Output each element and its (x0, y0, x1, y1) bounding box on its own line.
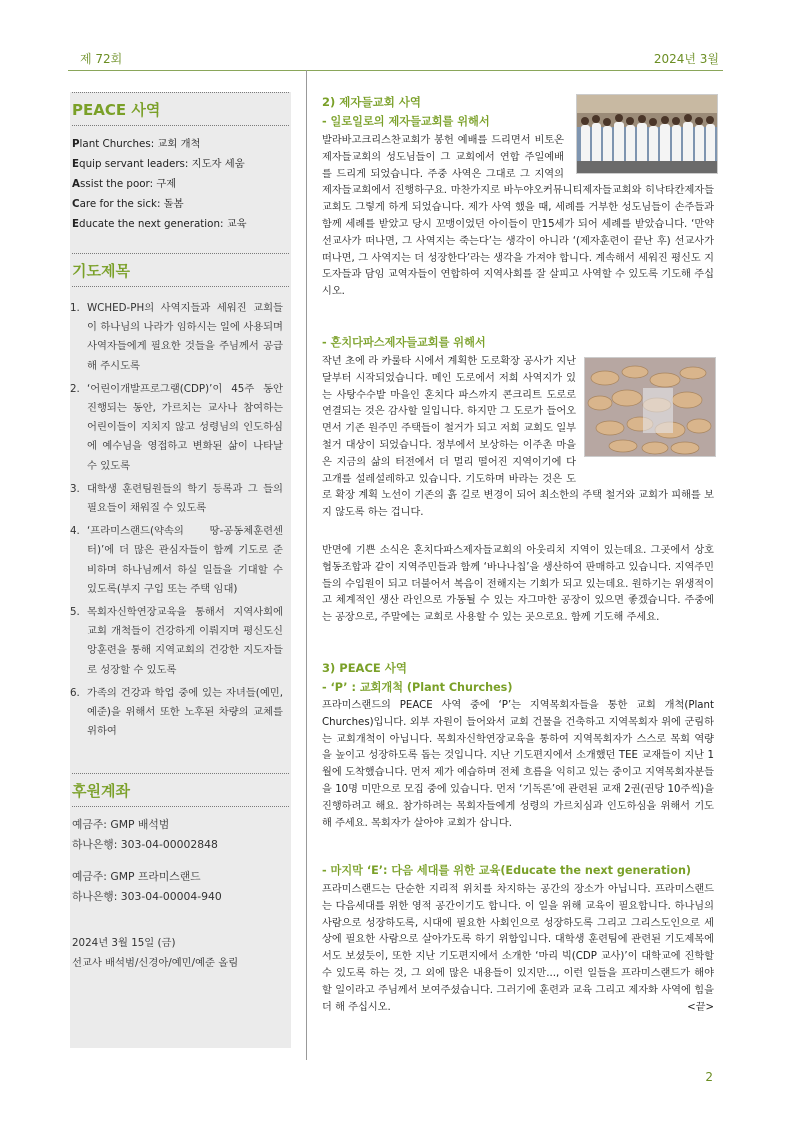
peace-item: Assist the poor: 구제 (72, 178, 177, 190)
section-2-sub-2: - 혼치다파스제자들교회를 위해서 (322, 336, 486, 349)
dotted-divider (72, 253, 289, 254)
section-2-paragraph-3: 반면에 기쁜 소식은 혼치다파스제자들교회의 아웃리치 지역이 있는데요. 그곳에서 상호협동조합과 같이 지역주민들과 함께 ‘바나나칩’을 생산하여 판매하고 있습니다. 지역주민들의 수입원이 되고 더불어서 복음이 전해지는 기회가 되고 있는데요. 원하기는 위생적이고 체계적인 생산 라인으로 가동될 수 있는 자그마한 공장이 있으면 좋겠습니다. 주중에는 공장으로, 주말에는 교회로 사용할 수 있는 곳으로요. 함께 기도해 주세요. (322, 545, 714, 624)
sign-date: 2024년 3월 15일 (금) (72, 937, 176, 949)
section-2-paragraph-2: 작년 초에 라 카룰타 시에서 계획한 도로확장 공사가 지난 달부터 시작되었습니다. 메인 도로에서 저희 사역지가 있는 사탕수수밭 마을인 혼치다 파스까지 콘크리트 도로로 연결되는 것은 감사할 일입니다. 하지만 그 도로가 들어오면서 기존 원주민 주택들이 철거가 되고 저희 교회도 일부 철거 대상이 되었습니다. 정부에서 보상하는 이주촌 마을은 지금의 삶의 터전에서 더 멀리 떨어진 지역이기에 다 고개를 설레설레하고 있습니다. 기도하며 바라는 것은 도로 확장 계획 노선이 기존의 흙 길로 변경이 되어 최소한의 주택 철거와 교회가 피해를 보지 않도록 하는 겁니다. (322, 356, 714, 519)
header-divider (68, 70, 723, 71)
support-section (70, 773, 291, 973)
account-2 (70, 867, 291, 907)
section-2-title: 2) 제자들교회 사역 (322, 95, 422, 109)
section-3-paragraph-1: 프라미스랜드의 PEACE 사역 중에 ‘P’는 지역목회자들을 통한 교회 개척(Plant Churches)입니다. 외부 자원이 들어와서 교회 건물을 건축하고 지역목회자 위에 군림하는 교회개척이 아닙니다. 목회자신학연장교육을 통하여 지역목회자가 스스로 목회 역량을 높이고 성장하도록 돕는 것입니다. 지난 기도편지에서 소개했던 TEE 교재들이 지난 1월에 도착했습니다. 먼저 제가 예습하며 전체 흐름을 익히고 있는 중이고 지역목회자분들을 10명 미만으로 모집 중에 있습니다. 먼저 ‘기독론’에 관련된 교재 2권(권당 10주씩)을 진행하려고 해요. 참가하려는 목회자들에게 성령의 가르치심과 인도하심을 위해서 기도해 주세요. 목회자가 살아야 교회가 삽니다. (322, 700, 714, 829)
peace-item: Plant Churches: 교회 개척 (72, 138, 201, 150)
dotted-divider (72, 125, 289, 126)
peace-section (70, 92, 291, 234)
peace-list (70, 134, 291, 234)
account-1 (70, 815, 291, 855)
prayer-section (70, 253, 291, 745)
peace-item: Educate the next generation: 교육 (72, 218, 247, 230)
prayer-item: 6. 가족의 건강과 학업 중에 있는 자녀들(예민, 예준)을 위해서 또한 노후된 차량의 교체를 위하여 (70, 686, 283, 738)
prayer-item: 3. 대학생 훈련팀원들의 학기 등록과 그 들의 필요들이 채워질 수 있도록 (70, 482, 283, 515)
peace-item: Care for the sick: 돌봄 (72, 198, 184, 210)
prayer-title: 기도제목 (72, 262, 130, 280)
section-3-sub-2: - 마지막 ‘E’: 다음 세대를 위한 교육(Educate the next generation) (322, 864, 692, 877)
issue-date: 2024년 3월 (653, 52, 719, 66)
support-title: 후원계좌 (72, 782, 130, 800)
section-3-paragraph-2: 프라미스랜드는 단순한 지리적 위치를 차지하는 공간의 장소가 아닙니다. 프라미스랜드는 다음세대를 위한 영적 공간이기도 합니다. 이 일을 위해 교육이 필요합니다. 하나님의 사람으로 성장하도록, 시대에 필요한 사회인으로 성장하도록 그리고 그리스도인으로 세상에 필요한 사람으로 살아가도록 하기 위함입니다. 대학생 훈련팀에 관련된 기도제목에서도 보셨듯이, 또한 지난 기도편지에서 소개한 ‘마리 빅(CDP 교사)’이 대학교에 진학할 수 있도록 하는 것, 그 외에 많은 내용들이 있지만..., 이런 일들을 프라미스랜드가 해야 할 일이라고 주님께서 보여주셨습니다. 그러기에 훈련과 교육 그리고 제자화 사역에 힘을 더 해 주십시오. <끝> (322, 882, 714, 1016)
end-mark: <끝> (687, 1001, 714, 1013)
section-2-paragraph-1: 발라바고크리스찬교회가 봉헌 예배를 드리면서 비토온제자들교회의 성도님들이 그 교회에서 연합 주일예배를 드리게 되었습니다. 주중 사역은 그대로 그 지역의 제자들교회에서 진행하구요. 마찬가지로 바누야오커뮤니티제자들교회와 히낙타칸제자들교회도 그렇게 하게 되었습니다. 제가 사역 했을 때, 세례를 거부한 성도님들이 손주들과 함께 세례를 받았고 당시 꼬맹이었던 아이들이 만15세가 되어 세례를 받았습니다. ‘만약 선교사가 떠나면, 그 사역지는 죽는다’는 생각이 아니라 ‘(제자훈련이 끝난 후) 선교사가 떠나면, 그 사역지는 더 성장한다’라는 생각을 가져야 합니다. 계속해서 세워진 평신도 지도자들과 담임 교역자들이 연합하여 지역사회를 잘 살피고 사역할 수 있도록 기도해 주십시오. (322, 135, 714, 298)
peace-title: PEACE 사역 (72, 101, 161, 119)
dotted-divider (72, 773, 289, 774)
dotted-divider (72, 286, 289, 287)
page-header (68, 50, 723, 70)
prayer-item: 5. 목회자신학연장교육을 통해서 지역사회에 교회 개척들이 건강하게 이뤄지며 평신도신앙훈련을 통해 지역교회의 건강한 지도자들로 성장할 수 있도록 (70, 606, 283, 676)
prayer-list (70, 299, 291, 741)
prayer-item: 4. ‘프라미스랜드(약속의 땅-공동체훈련센터)’에 더 많은 관심자들이 함께 기도로 준비하며 하나님께서 하실 일들을 기대할 수 있도록(부지 구입 또는 주택 임대) (70, 525, 283, 595)
account-number: 하나은행: 303-04-00004-940 (72, 890, 222, 903)
account-number: 하나은행: 303-04-00002848 (72, 838, 218, 851)
section-2-sub-1: - 일로일로의 제자들교회를 위해서 (322, 115, 490, 128)
prayer-item: 1. WCHED-PH의 사역지들과 세워진 교회들이 하나님의 나라가 임하시는 일에 사용되며 사역자들에게 필요한 것들을 주님께서 공급해 주시도록 (70, 302, 283, 372)
prayer-item: 2. ‘어린이개발프로그램(CDP)’이 45주 동안 진행되는 동안, 가르치는 교사나 참여하는 어린이들이 지치지 않고 성령님의 인도하심에 예수님을 영접하고 변화된 삶이 나타날 수 있도록 (70, 382, 283, 472)
sign-names: 선교사 배석범/신경아/예민/예준 올림 (72, 957, 239, 969)
section-3-title: 3) PEACE 사역 (322, 661, 407, 675)
account-holder: 예금주: GMP 프라미스랜드 (72, 870, 201, 883)
section-3-sub-1: - ‘P’ : 교회개척 (Plant Churches) (322, 681, 513, 694)
issue-number: 제 72회 (80, 52, 123, 66)
sidebar (70, 92, 291, 1048)
page-number: 2 (705, 1070, 713, 1084)
dotted-divider (72, 806, 289, 807)
peace-item: Equip servant leaders: 지도자 세움 (72, 158, 245, 170)
account-holder: 예금주: GMP 배석범 (72, 818, 170, 831)
column-divider (306, 70, 307, 1060)
dotted-divider (72, 92, 289, 93)
signature (70, 933, 291, 973)
